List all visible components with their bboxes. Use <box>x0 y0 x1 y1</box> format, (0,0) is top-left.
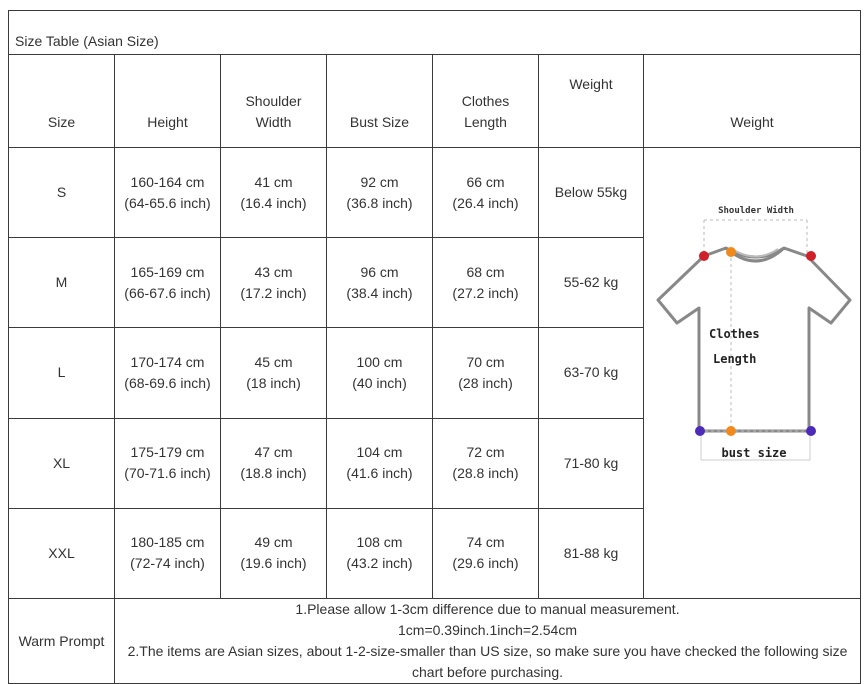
length-label: Length <box>713 352 757 366</box>
bust-size-label: bust size <box>721 446 787 460</box>
length-cell: 68 cm (27.2 inch) <box>433 238 539 328</box>
height-cell: 165-169 cm (66-67.6 inch) <box>115 238 221 328</box>
size-cell: M <box>9 238 115 328</box>
size-table <box>8 10 861 684</box>
weight-cell: Below 55kg <box>539 148 644 238</box>
length-cell: 74 cm (29.6 inch) <box>433 508 539 598</box>
shoulder-cell: 49 cm (19.6 inch) <box>221 508 327 598</box>
length-cell: 72 cm (28.8 inch) <box>433 418 539 508</box>
weight-cell: 71-80 kg <box>539 418 644 508</box>
shoulder-cell: 41 cm (16.4 inch) <box>221 148 327 238</box>
size-cell: XXL <box>9 508 115 598</box>
bust-cell: 96 cm (38.4 inch) <box>327 238 433 328</box>
height-cell: 180-185 cm (72-74 inch) <box>115 508 221 598</box>
warm-prompt-row <box>9 599 861 684</box>
warm-prompt-line: 1cm=0.39inch.1inch=2.54cm <box>398 622 577 638</box>
clothes-label: Clothes <box>709 327 760 341</box>
tshirt-diagram-cell <box>644 148 861 599</box>
bust-cell: 92 cm (36.8 inch) <box>327 148 433 238</box>
header-weight: Weight <box>539 55 644 148</box>
warm-prompt-line: 2.The items are Asian sizes, about 1-2-size-smaller than US size, so make sure you have checked the following size <box>127 643 848 659</box>
shoulder-width-label: Shoulder Width <box>718 206 794 216</box>
weight-cell: 55-62 kg <box>539 238 644 328</box>
height-cell: 175-179 cm (70-71.6 inch) <box>115 418 221 508</box>
bust-cell: 100 cm (40 inch) <box>327 328 433 418</box>
shoulder-cell: 47 cm (18.8 inch) <box>221 418 327 508</box>
marker-red-right <box>806 251 816 261</box>
shoulder-cell: 43 cm (17.2 inch) <box>221 238 327 328</box>
warm-prompt-line: 1.Please allow 1-3cm difference due to manual measurement. <box>295 601 680 617</box>
weight-cell: 63-70 kg <box>539 328 644 418</box>
table-row <box>9 148 861 238</box>
marker-purple-right <box>806 426 816 436</box>
tshirt-diagram <box>644 148 861 592</box>
weight-cell: 81-88 kg <box>539 508 644 598</box>
marker-purple-left <box>695 426 705 436</box>
header-shoulder-width: Shoulder Width <box>221 55 327 148</box>
warm-prompt-text <box>115 599 861 684</box>
length-cell: 70 cm (28 inch) <box>433 328 539 418</box>
header-height: Height <box>115 55 221 148</box>
height-cell: 170-174 cm (68-69.6 inch) <box>115 328 221 418</box>
size-table-container <box>8 10 860 680</box>
marker-red-left <box>699 251 709 261</box>
size-cell: XL <box>9 418 115 508</box>
size-cell: L <box>9 328 115 418</box>
header-weight-diagram: Weight <box>644 55 861 148</box>
marker-orange-hem <box>726 426 736 436</box>
header-clothes-length: Clothes Length <box>433 55 539 148</box>
bust-cell: 108 cm (43.2 inch) <box>327 508 433 598</box>
length-cell: 66 cm (26.4 inch) <box>433 148 539 238</box>
table-title: Size Table (Asian Size) <box>9 11 861 55</box>
header-size: Size <box>9 55 115 148</box>
marker-orange-collar <box>726 247 736 257</box>
header-bust-size: Bust Size <box>327 55 433 148</box>
bust-cell: 104 cm (41.6 inch) <box>327 418 433 508</box>
height-cell: 160-164 cm (64-65.6 inch) <box>115 148 221 238</box>
size-cell: S <box>9 148 115 238</box>
header-row <box>9 55 861 148</box>
shoulder-cell: 45 cm (18 inch) <box>221 328 327 418</box>
warm-prompt-line: chart before purchasing. <box>412 664 563 680</box>
warm-prompt-label: Warm Prompt <box>9 599 115 684</box>
